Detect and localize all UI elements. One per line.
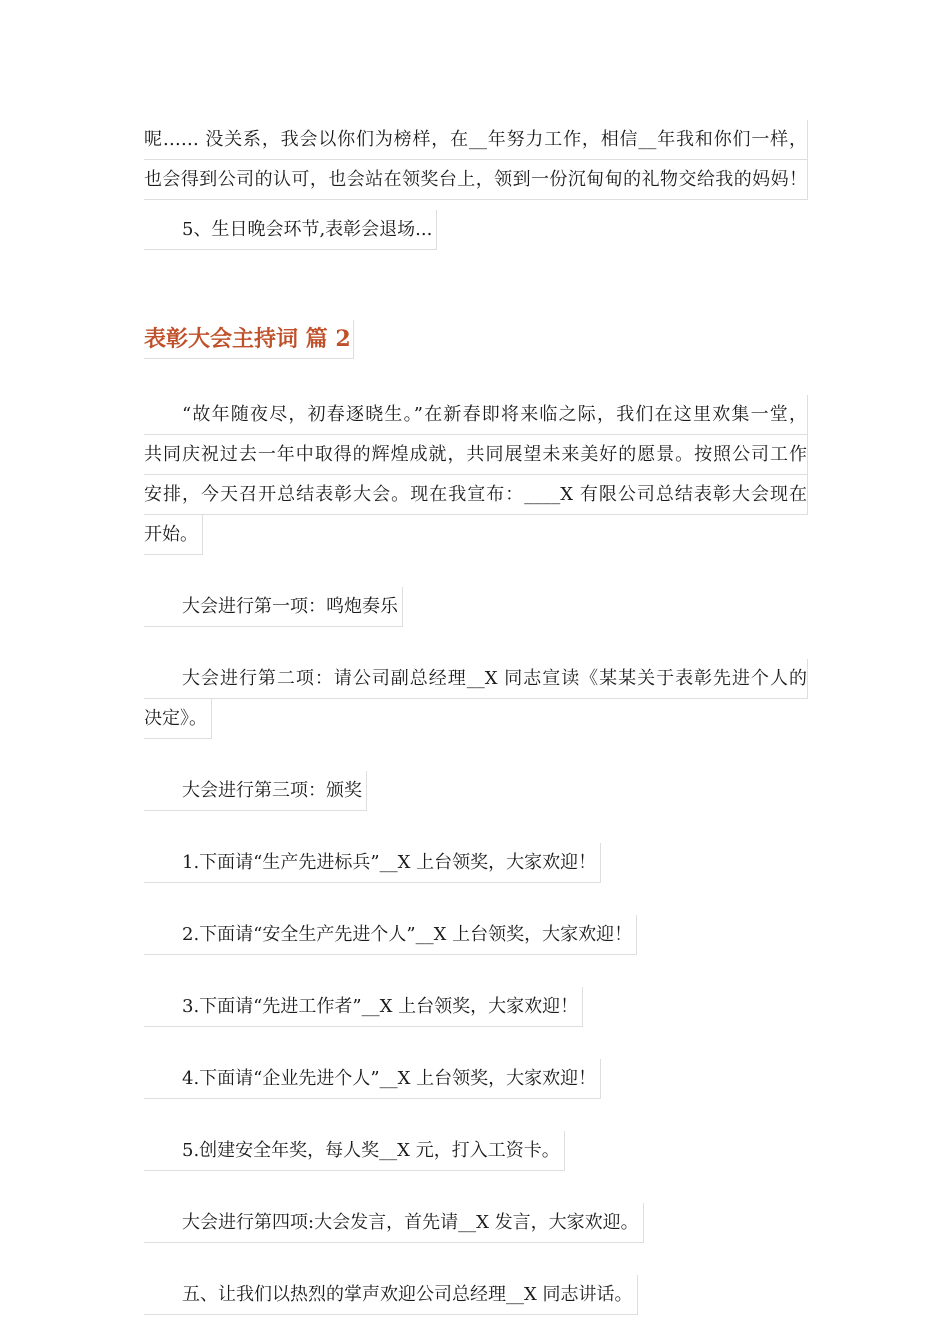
document-page — [144, 120, 808, 1329]
paragraph-item-5 — [144, 210, 808, 264]
text-line: 4.下面请“企业先进个人”__X 上台领奖，大家欢迎！ — [144, 1059, 601, 1099]
section-heading: 表彰大会主持词 篇 2 — [144, 320, 354, 359]
text-line: 呢…… 没关系，我会以你们为榜样，在__年努力工作，相信__年我和你们一样， — [144, 120, 808, 160]
text-line: 大会进行第三项：颁奖 — [144, 771, 367, 811]
paragraph-step-1 — [144, 587, 808, 641]
text-line: 5、生日晚会环节,表彰会退场... — [144, 210, 437, 250]
text-line: 1.下面请“生产先进标兵”__X 上台领奖，大家欢迎！ — [144, 843, 601, 883]
paragraph-step-5 — [144, 1275, 808, 1329]
text-line: 也会得到公司的认可，也会站在领奖台上，领到一份沉甸甸的礼物交给我的妈妈！ — [144, 160, 808, 200]
paragraph-award-1 — [144, 843, 808, 897]
text-line: 3.下面请“先进工作者”__X 上台领奖，大家欢迎！ — [144, 987, 583, 1027]
paragraph-award-3 — [144, 987, 808, 1041]
paragraph-closing-remarks — [144, 120, 808, 200]
text-line: 五、让我们以热烈的掌声欢迎公司总经理__X 同志讲话。 — [144, 1275, 638, 1315]
paragraph-award-2 — [144, 915, 808, 969]
text-line: “故年随夜尽，初春逐晓生。”在新春即将来临之际，我们在这里欢集一堂， — [144, 395, 808, 435]
text-line: 大会进行第一项：鸣炮奏乐 — [144, 587, 403, 627]
paragraph-step-3 — [144, 771, 808, 825]
text-line: 2.下面请“安全生产先进个人”__X 上台领奖，大家欢迎！ — [144, 915, 637, 955]
paragraph-award-4 — [144, 1059, 808, 1113]
paragraph-step-2 — [144, 659, 808, 753]
paragraph-award-5 — [144, 1131, 808, 1185]
paragraph-intro — [144, 395, 808, 569]
paragraph-step-4 — [144, 1203, 808, 1257]
text-line: 安排，今天召开总结表彰大会。现在我宣布：____X 有限公司总结表彰大会现在 — [144, 475, 808, 515]
text-line: 开始。 — [144, 515, 203, 555]
text-line: 共同庆祝过去一年中取得的辉煌成就，共同展望未来美好的愿景。按照公司工作 — [144, 435, 808, 475]
text-line: 5.创建安全年奖，每人奖__X 元，打入工资卡。 — [144, 1131, 565, 1171]
text-line: 大会进行第四项:大会发言，首先请__X 发言，大家欢迎。 — [144, 1203, 644, 1243]
text-line: 决定》。 — [144, 699, 212, 739]
text-line: 大会进行第二项：请公司副总经理__X 同志宣读《某某关于表彰先进个人的 — [144, 659, 808, 699]
